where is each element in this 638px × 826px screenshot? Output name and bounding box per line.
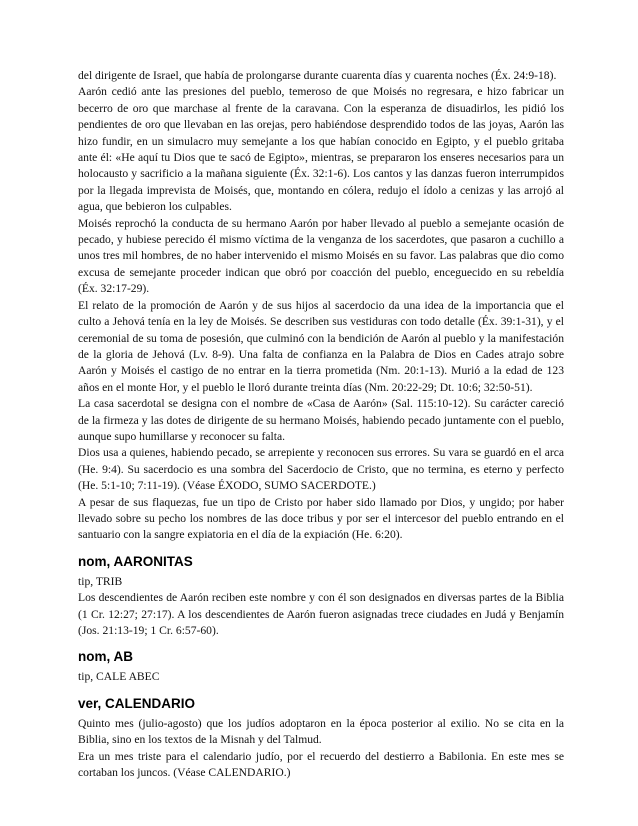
entry-tip: tip, TRIB	[78, 574, 123, 588]
paragraph: Quinto mes (julio-agosto) que los judíos adoptaron en la época posterior al exilio. No se cita en la Biblia, sino en los textos de la Misnah y del Talmud.	[78, 716, 564, 747]
entry-ab	[78, 649, 564, 685]
entry-heading: nom, AARONITAS	[78, 553, 193, 569]
document-page	[78, 68, 564, 781]
entry-aaronitas	[78, 554, 564, 640]
paragraph: del dirigente de Israel, que había de prolongarse durante cuarenta días y cuarenta noches (Éx. 24:9-18).	[78, 69, 557, 82]
paragraph: Era un mes triste para el calendario judío, por el recuerdo del destierro a Babilonia. En este mes se cortaban los juncos. (Véase CALENDARIO.)	[78, 749, 564, 780]
paragraph: A pesar de sus flaquezas, fue un tipo de Cristo por haber sido llamado por Dios, y ungido; por haber llevado sobre su pecho los nombres de las doce tribus y por ser el intercesor del pueblo entrando en el santuario con la sangre expiatoria en el día de la expiación (He. 6:20).	[78, 495, 564, 542]
paragraph: El relato de la promoción de Aarón y de sus hijos al sacerdocio da una idea de la importancia que el culto a Jehová tenía en la ley de Moisés. Se describen sus vestiduras con todo detalle (Éx. 39:1-31), y el ceremonial de su toma de posesión, que culminó con la bendición de Aarón al pueblo y la manifestación de la gloria de Jehová (Lv. 8-9). Una falta de confianza en la Palabra de Dios en Cades atrajo sobre Aarón y Moisés el castigo de no entrar en la tierra prometida (Nm. 20:1-13). Murió a la edad de 123 años en el monte Hor, y el pueblo le lloró durante treinta días (Nm. 20:22-29; Dt. 10:6; 32:50-51).	[78, 298, 564, 394]
entry-calendario	[78, 696, 564, 782]
paragraph: Aarón cedió ante las presiones del pueblo, temeroso de que Moisés no regresara, e hizo fabricar un becerro de oro que marchase al frente de la caravana. Con la esperanza de disuadirlos, les pidió los pendientes de oro que llevaban en las orejas, pero habiéndose desprendido todos de las joyas, Aarón las hizo fundir, en un simulacro muy semejante a los que habían conocido en Egipto, y el pueblo gritaba ante él: «He aquí tu Dios que te sacó de Egipto», mientras, se prepararon los enseres necesarios para un holocausto y sacrificio a la mañana siguiente (Éx. 32:1-6). Los cantos y las danzas fueron interrumpidos por la llegada imprevista de Moisés, que, montando en cólera, redujo el ídolo a cenizas y las arrojó al agua, que bebieron los culpables.	[78, 85, 564, 214]
paragraph: Los descendientes de Aarón reciben este nombre y con él son designados en diversas partes de la Biblia (1 Cr. 12:27; 27:17). A los descendientes de Aarón fueron asignadas trece ciudades en Judá y Benjamín (Jos. 21:13-19; 1 Cr. 6:57-60).	[78, 591, 564, 637]
paragraph: Dios usa a quienes, habiendo pecado, se arrepiente y reconocen sus errores. Su vara se guardó en el arca (He. 9:4). Su sacerdocio es una sombra del Sacerdocio de Cristo, que no termina, es eterno y perfecto (He. 5:1-10; 7:11-19). (Véase ÉXODO, SUMO SACERDOTE.)	[78, 446, 564, 493]
paragraph: La casa sacerdotal se designa con el nombre de «Casa de Aarón» (Sal. 115:10-12). Su carácter careció de la firmeza y las dotes de dirigente de su hermano Moisés, habiendo pecado juntamente con el pueblo, aunque supo humillarse y reconocer su falta.	[78, 397, 564, 443]
aaron-entry-body	[78, 68, 564, 544]
entry-heading: nom, AB	[78, 649, 133, 665]
paragraph: Moisés reprochó la conducta de su hermano Aarón por haber llevado al pueblo a semejante ocasión de pecado, y hubiese perecido él mismo víctima de la venganza de los sacerdotes, que pasaron a cuchillo a unos tres mil hombres, de no haber intervenido el mismo Moisés en su favor. Las palabras que dio como excusa de semejante proceder indican que obró por coacción del pueblo, enceguecido en su rebeldía (Éx. 32:17-29).	[78, 216, 564, 296]
entry-tip: tip, CALE ABEC	[78, 670, 160, 684]
entry-heading: ver, CALENDARIO	[78, 695, 196, 711]
